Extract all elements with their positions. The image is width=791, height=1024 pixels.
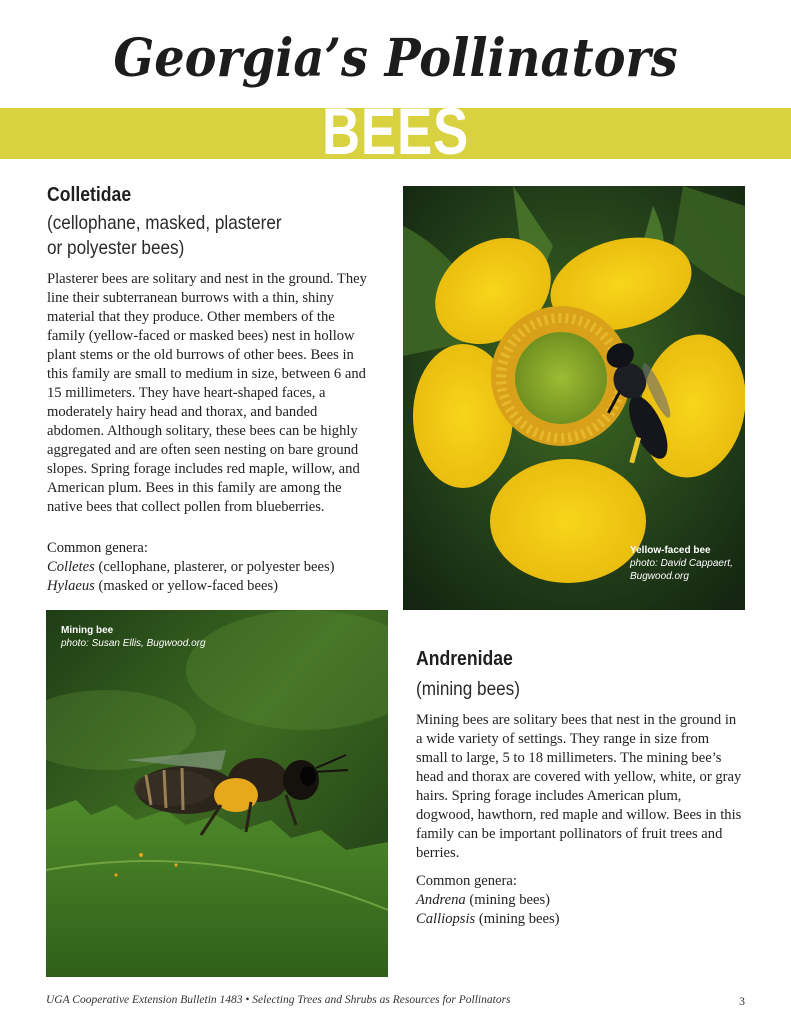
page-title: Georgia’s Pollinators bbox=[113, 28, 678, 89]
genera-item: Hylaeus (masked or yellow-faced bees) bbox=[47, 578, 278, 594]
caption-credit: photo: David Cappaert, bbox=[630, 558, 733, 569]
caption-credit: Bugwood.org bbox=[630, 571, 689, 582]
genera-item: Andrena (mining bees) bbox=[416, 892, 551, 908]
andrenidae-genera bbox=[416, 872, 560, 929]
mining-bee-photo bbox=[46, 610, 388, 977]
genera-label: Common genera: bbox=[47, 540, 148, 556]
footer-text: UGA Cooperative Extension Bulletin 1483 • Selecting Trees and Shrubs as Resources for Pollinators bbox=[46, 994, 511, 1006]
genera-label: Common genera: bbox=[416, 873, 517, 889]
caption-title: Mining bee bbox=[61, 625, 114, 636]
colletidae-subheading-2: or polyester bees) bbox=[47, 237, 185, 259]
caption-title: Yellow-faced bee bbox=[630, 545, 711, 556]
colletidae-paragraph: Plasterer bees are solitary and nest in the ground. They line their subterranean burrows with a thin, shiny material that they produce. Other members of the family (yellow-faced or masked bees) nest in hollow plant stems or the old burrows of other bees. Bees in this family are small to medium in size, between 6 and 15 millimeters. They have heart-shaped faces, a moderately hairy head and thorax, and banded abdomen. Although solitary, these bees can be highly aggregated and are often seen nesting on bare ground slopes. Spring forage includes red maple, willow, and American plum. Bees in this family are among the native bees that collect pollen from blueberries. bbox=[47, 271, 367, 515]
colletidae-genera bbox=[47, 539, 335, 596]
genera-item: Colletes (cellophane, plasterer, or polyester bees) bbox=[47, 559, 335, 575]
andrenidae-paragraph: Mining bees are solitary bees that nest in the ground in a wide variety of settings. They range in size from small to large, 5 to 18 millimeters. The mining bee’s head and thorax are covered with yellow, white, or gray hairs. Spring forage includes American plum, dogwood, hawthorn, red maple and willow. Bees in this family can be important pollinators of fruit trees and berries. bbox=[416, 712, 742, 861]
caption-credit: photo: Susan Ellis, Bugwood.org bbox=[61, 638, 206, 649]
page-number: 3 bbox=[739, 994, 745, 1008]
andrenidae-body bbox=[416, 711, 742, 863]
andrenidae-subheading: (mining bees) bbox=[416, 678, 520, 700]
andrenidae-heading: Andrenidae bbox=[416, 648, 513, 670]
colletidae-heading: Colletidae bbox=[47, 184, 132, 206]
yellow-faced-bee-caption bbox=[630, 544, 733, 583]
genera-item: Calliopsis (mining bees) bbox=[416, 911, 560, 927]
colletidae-body bbox=[47, 270, 373, 517]
mining-bee-caption bbox=[61, 624, 206, 650]
section-banner: BEES bbox=[322, 94, 469, 168]
colletidae-subheading-1: (cellophane, masked, plasterer bbox=[47, 212, 282, 234]
